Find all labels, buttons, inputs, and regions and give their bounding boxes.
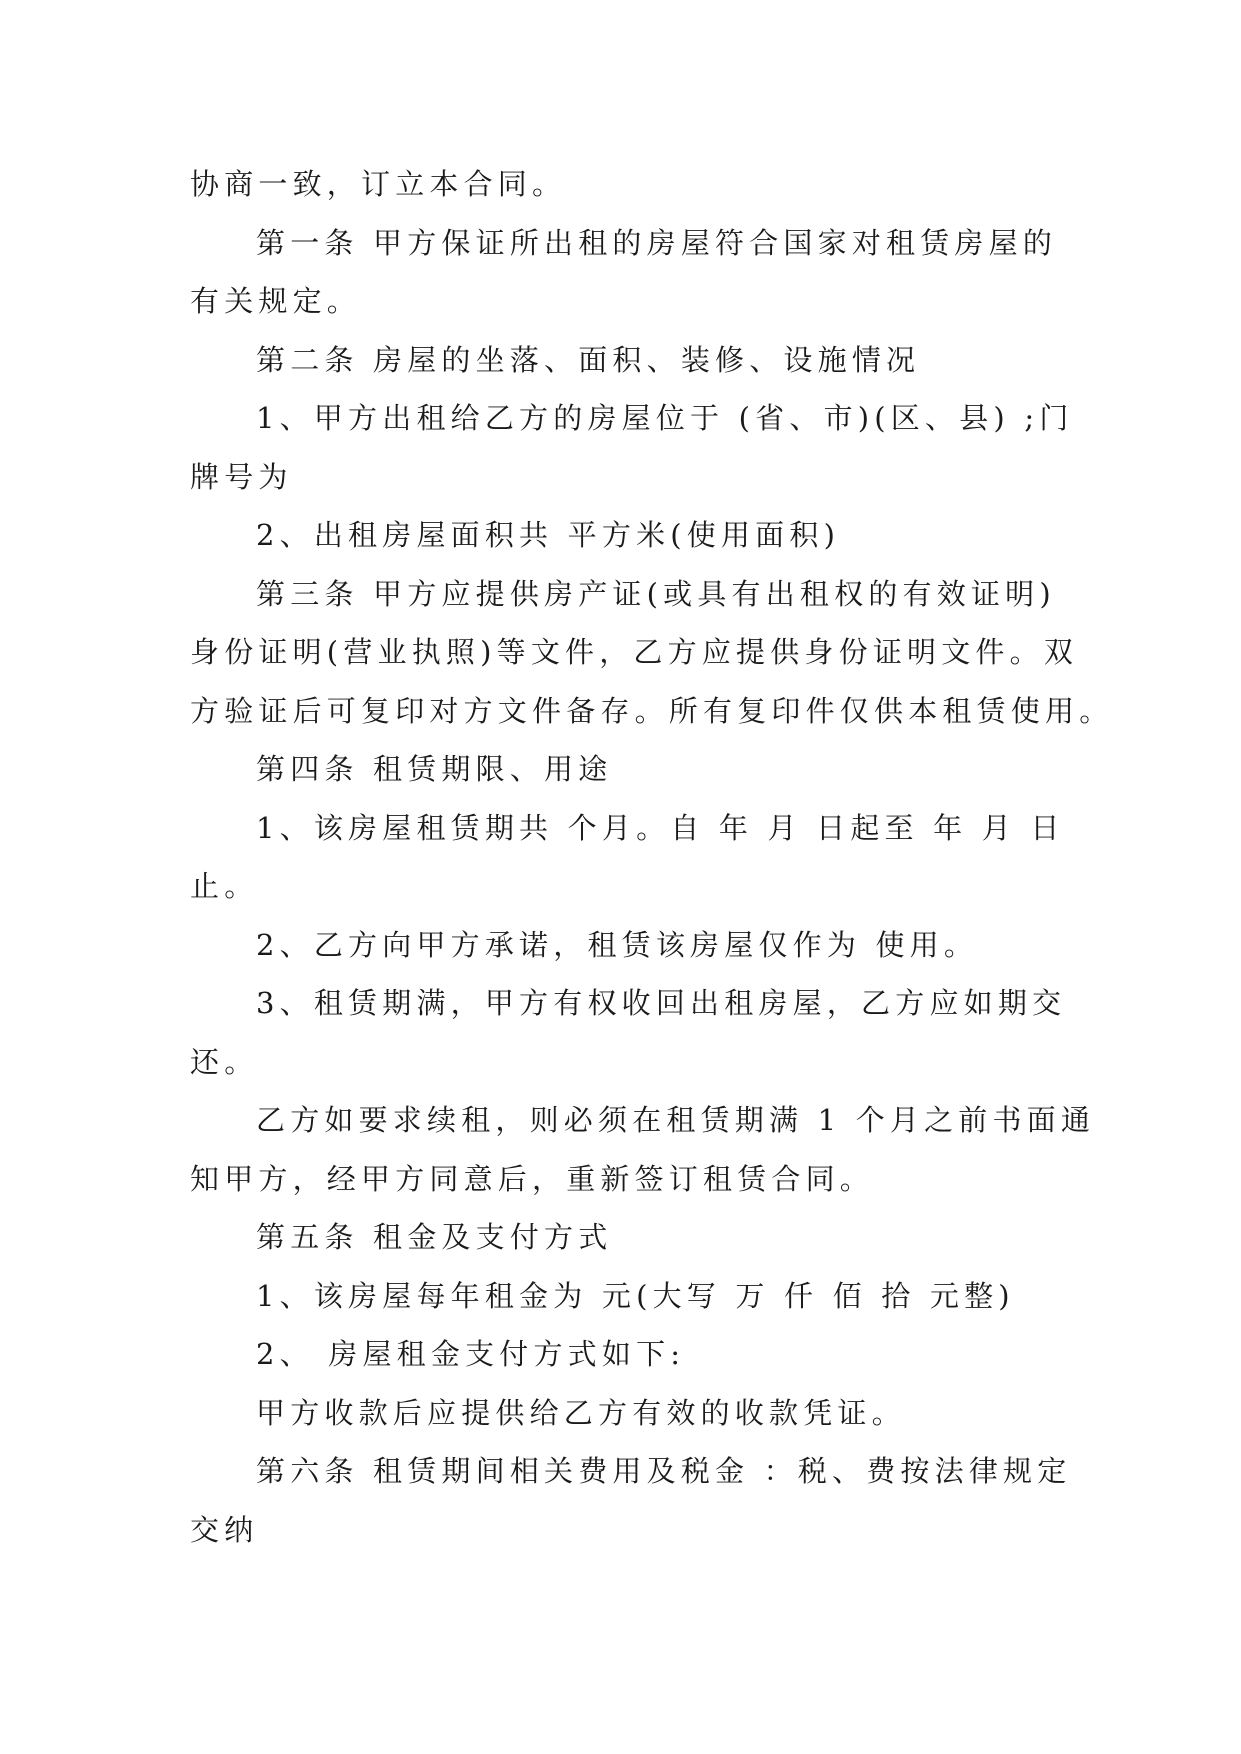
text-line: 有关规定。 [190,284,362,318]
text-line: 第三条 甲方应提供房产证(或具有出租权的有效证明) [256,576,1056,611]
text-line: 1、该房屋每年租金为 元(大写 万 仟 佰 拾 元整) [256,1278,1015,1313]
text-line: 2、乙方向甲方承诺，租赁该房屋仅作为 使用。 [256,927,979,962]
text-line: 2、 房屋租金支付方式如下: [256,1337,686,1371]
text-line: 甲方收款后应提供给乙方有效的收款凭证。 [256,1395,906,1430]
text-line: 2、出租房屋面积共 平方米(使用面积) [256,518,841,552]
text-line: 方验证后可复印对方文件备存。所有复印件仅供本租赁使用。 [190,693,1114,728]
contract-body [190,155,1114,1559]
text-line: 第四条 租赁期限、用途 [256,752,613,786]
text-line: 还。 [190,1044,259,1079]
text-line: 止。 [190,869,259,903]
text-line: 3、租赁期满，甲方有权收回出租房屋，乙方应如期交 [256,986,1067,1020]
text-line: 1、甲方出租给乙方的房屋位于 (省、市)(区、县) ;门 [256,401,1074,435]
text-line: 乙方如要求续租，则必须在租赁期满 1 个月之前书面通 [256,1103,1096,1137]
text-line: 1、该房屋租赁期共 个月。自 年 月 日起至 年 月 日 [256,810,1065,845]
text-line: 知甲方，经甲方同意后，重新签订租赁合同。 [190,1161,875,1196]
text-line: 交纳 [190,1512,259,1547]
text-line: 身份证明(营业执照)等文件，乙方应提供身份证明文件。双 [190,635,1079,669]
text-line: 牌号为 [190,459,293,494]
text-line: 第五条 租金及支付方式 [256,1220,613,1254]
text-line: 第一条 甲方保证所出租的房屋符合国家对租赁房屋的 [256,225,1058,260]
text-line: 第六条 租赁期间相关费用及税金 ：税、费按法律规定 [256,1454,1072,1488]
text-line: 第二条 房屋的坐落、面积、装修、设施情况 [256,342,921,377]
text-line: 协商一致，订立本合同。 [190,167,567,201]
